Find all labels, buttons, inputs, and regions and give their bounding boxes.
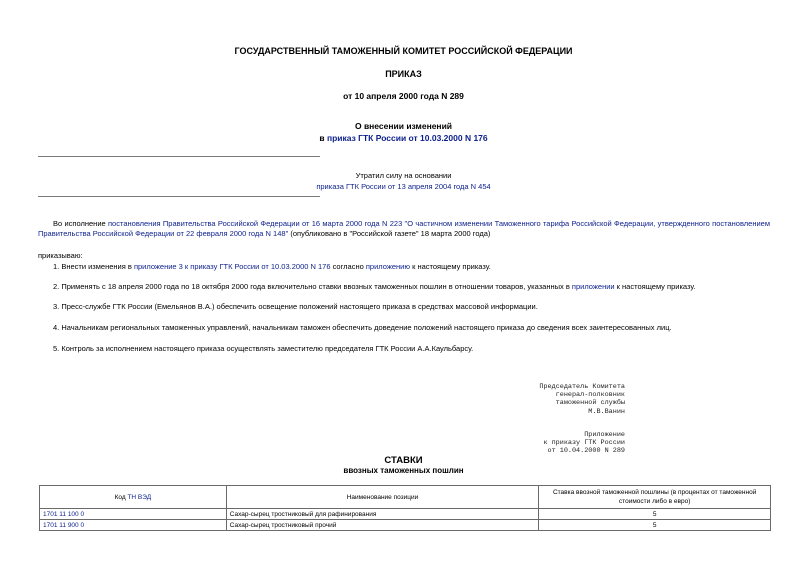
preamble-prefix: Во исполнение: [53, 219, 108, 228]
subject-line2: [0, 133, 807, 143]
signature-line-3: таможенной службы: [555, 399, 625, 408]
divider-top: [38, 156, 320, 157]
table-header-row: [40, 486, 771, 509]
header-code: [40, 486, 227, 509]
rates-subtitle: ввозных таможенных пошлин: [343, 466, 464, 475]
item-1-text-b: согласно: [330, 262, 366, 271]
appendix-note-line-1: Приложение: [584, 431, 625, 439]
preamble-suffix: (опубликовано в "Российской газете" 18 марта 2000 года): [288, 229, 491, 238]
row-name: Сахар-сырец тростниковый прочий: [226, 520, 539, 531]
appendix-note-line-3: от 10.04.2000 N 289: [547, 447, 625, 456]
item-1-text-a: 1. Внести изменения в: [53, 262, 134, 271]
subject-line1: О внесении изменений: [354, 121, 453, 131]
appendix-3-link[interactable]: приложение 3 к приказу ГТК России от 10.03.2000 N 176: [133, 262, 331, 271]
tn-ved-link[interactable]: ТН ВЭД: [127, 493, 152, 501]
item-2-text-b: к настоящему приказу.: [614, 282, 696, 291]
void-notice-text: Утратил силу на основании: [355, 171, 452, 180]
amended-order-link[interactable]: приказ ГТК России от 10.03.2000 N 176: [326, 133, 488, 143]
header-code-prefix: Код: [114, 493, 128, 501]
signature-line-2: генерал-полковник: [555, 391, 625, 400]
void-notice-link[interactable]: приказа ГТК России от 13 апреля 2004 года N 454: [316, 182, 491, 191]
item-3: 3. Пресс-службе ГТК России (Емельянов В.А.) обеспечить освещение положений настоящего приказа в средствах массовой информации.: [53, 302, 538, 311]
signature-line-4: М.В.Ванин: [588, 407, 625, 416]
rates-title: СТАВКИ: [384, 455, 423, 466]
preamble: [38, 219, 770, 239]
row-name: Сахар-сырец тростниковый для рафинирования: [226, 509, 539, 520]
header-name: Наименование позиции: [226, 486, 539, 509]
rates-table: [39, 485, 771, 531]
item-2: [53, 282, 773, 292]
order-word: приказываю:: [38, 251, 83, 260]
row-rate: 5: [539, 509, 771, 520]
row-code-link[interactable]: 1701 11 100 0: [40, 509, 227, 520]
divider-bottom: [38, 196, 320, 197]
item-5: 5. Контроль за исполнением настоящего приказа осуществлять заместителю председателя ГТК России А.А.Каульбарсу.: [53, 344, 474, 353]
appendix-note: [543, 431, 625, 456]
appendix-note-line-2: к приказу ГТК России: [543, 439, 625, 448]
org-title: ГОСУДАРСТВЕННЫЙ ТАМОЖЕННЫЙ КОМИТЕТ РОССИЙСКОЙ ФЕДЕРАЦИИ: [234, 46, 573, 56]
item-1: [53, 262, 773, 272]
appendix-link-1[interactable]: приложению: [365, 262, 410, 271]
doc-date: от 10 апреля 2000 года N 289: [343, 91, 464, 101]
signature-line-1: Председатель Комитета: [539, 383, 625, 391]
row-rate: 5: [539, 520, 771, 531]
item-2-text-a: 2. Применять с 18 апреля 2000 года по 18 октября 2000 года включительно ставки ввозных таможенных пошлин в отношении товаров, указанных в: [53, 282, 572, 291]
table-row: [40, 520, 771, 531]
table-row: [40, 509, 771, 520]
signature-block: [539, 383, 625, 416]
subject-prefix: в: [319, 133, 327, 143]
row-code-link[interactable]: 1701 11 900 0: [40, 520, 227, 531]
item-4: 4. Начальникам региональных таможенных управлений, начальникам таможен обеспечить доведение положений настоящего приказа до сведения всех заинтересованных лиц.: [53, 323, 672, 332]
appendix-link-2[interactable]: приложении: [571, 282, 615, 291]
header-rate: Ставка ввозной таможенной пошлины (в процентах от таможенной стоимости либо в евро): [539, 486, 771, 509]
government-decree-link[interactable]: постановления Правительства Российской Федерации от 16 марта 2000 года N 223 "О частичном изменении Таможенного тарифа Российской Федерации, утвержденного постановлением Правительства Российской Федерации от 22 февраля 2000 года N 148": [38, 219, 770, 238]
item-1-text-c: к настоящему приказу.: [410, 262, 491, 271]
doc-type: ПРИКАЗ: [385, 69, 422, 79]
